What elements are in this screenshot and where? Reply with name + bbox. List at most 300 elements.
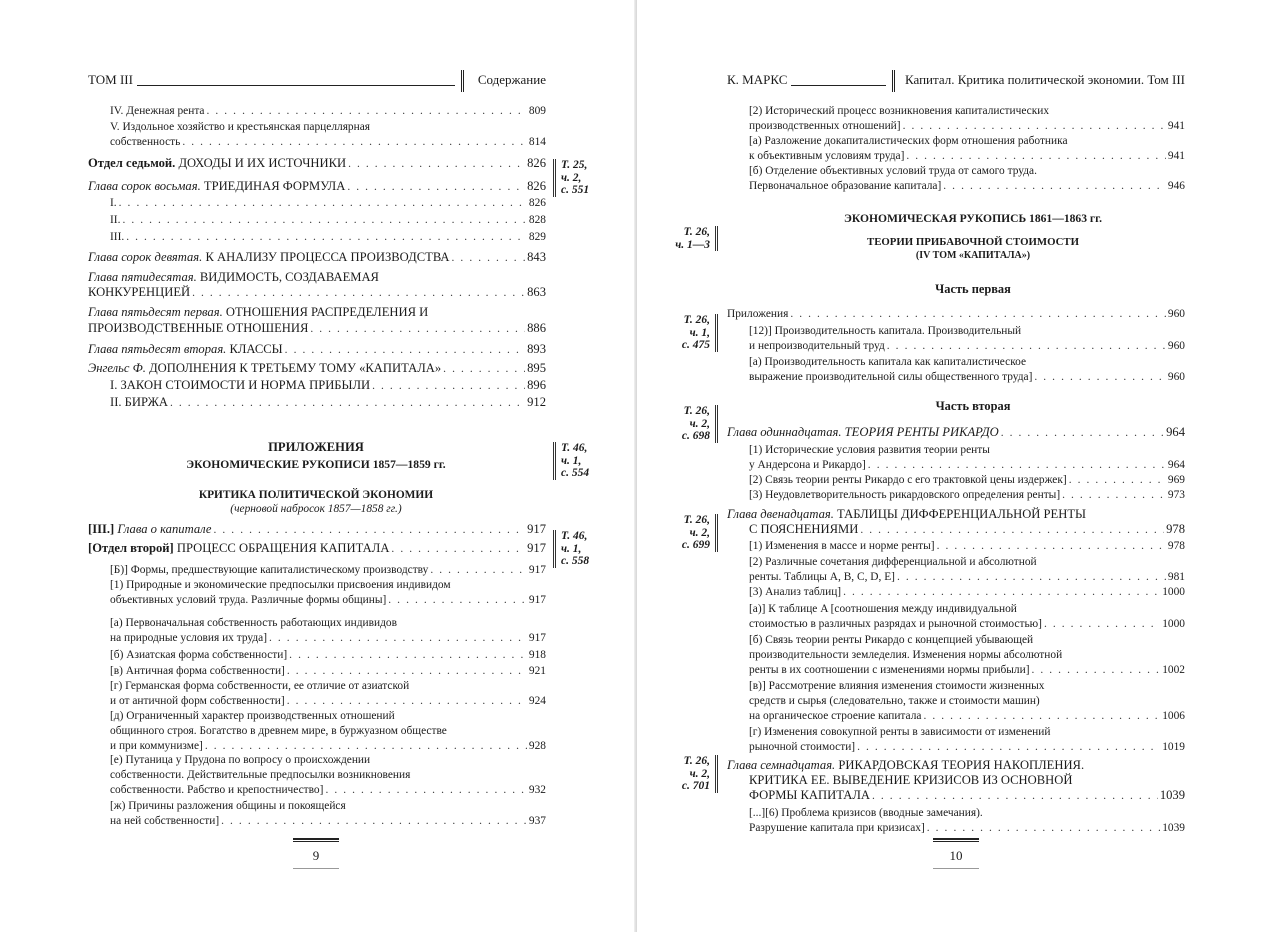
toc-entry-text: и при коммунизме]	[110, 740, 203, 752]
page-ref: 918	[528, 649, 546, 661]
toc-entry	[110, 739, 546, 754]
toc-entry-title	[749, 663, 1029, 678]
toc-entry-text: [3) Анализ таблиц]	[749, 586, 842, 598]
toc-entry-text: С ПОЯСНЕНИЯМИ	[749, 522, 859, 536]
toc-entry-text: Приложения	[727, 308, 789, 320]
toc-entry-title	[88, 285, 190, 300]
margin-ref-vol25: Т. 25, ч. 2, с. 551	[553, 159, 589, 197]
toc-entry-title	[110, 709, 395, 724]
leader-dots	[887, 339, 1166, 354]
page-ref: 928	[528, 740, 546, 752]
part-one-heading: Часть первая	[935, 282, 1011, 296]
theories-title: ТЕОРИИ ПРИБАВОЧНОЙ СТОИМОСТИ	[867, 236, 1079, 248]
leader-dots	[122, 213, 526, 228]
leader-dots	[287, 694, 527, 709]
toc-entry-title	[749, 134, 1068, 149]
toc-entry-text: к объективным условиям труда]	[749, 150, 905, 162]
leader-dots	[937, 539, 1166, 554]
toc-entry-title	[88, 305, 428, 320]
toc-entry-prefix: Глава пятьдесят вторая.	[88, 342, 227, 356]
toc-entry	[88, 250, 546, 266]
leader-dots	[372, 379, 525, 394]
toc-entry-title	[749, 104, 1049, 119]
leader-dots	[1031, 663, 1160, 678]
page-ref: 886	[527, 321, 546, 335]
section-label: Содержание	[477, 72, 546, 87]
toc-entry	[110, 783, 546, 798]
leader-dots	[790, 307, 1166, 322]
toc-entry	[749, 633, 1185, 648]
running-header-right	[727, 72, 1185, 88]
margin-ref-vol26-1-3: Т. 26, ч. 1—3	[675, 226, 718, 251]
toc-entry-text: рыночной стоимости]	[749, 741, 856, 753]
toc-entry-title	[110, 768, 410, 783]
toc-entry	[749, 709, 1185, 724]
toc-entry-text: [д) Ограниченный характер производственных отношений	[110, 710, 395, 722]
toc-entry-title	[749, 788, 870, 803]
toc-entry-title	[88, 522, 212, 537]
toc-entry-title	[749, 617, 1042, 632]
page-ref: 912	[527, 395, 546, 409]
toc-entry-text: у Андерсона и Рикардо]	[749, 459, 866, 471]
leader-dots	[348, 157, 525, 172]
toc-entry-title	[110, 664, 285, 679]
page-ref: 973	[1167, 489, 1185, 501]
toc-entry-title	[727, 307, 788, 322]
book-title-label: Капитал. Критика политической экономии. Том III	[904, 72, 1185, 87]
toc-entry	[727, 307, 1185, 322]
leader-dots	[860, 523, 1164, 538]
toc-entry	[110, 120, 546, 135]
toc-entry-text: [г) Изменения совокупной ренты в зависимости от изменений	[749, 726, 1051, 738]
toc-entry	[110, 631, 546, 646]
toc-entry-text: ТАБЛИЦЫ ДИФФЕРЕНЦИАЛЬНОЙ РЕНТЫ	[833, 507, 1087, 521]
toc-entry-text: [1) Исторические условия развития теории ренты	[749, 444, 990, 456]
toc-entry-prefix: [III.]	[88, 522, 115, 536]
toc-entry-title	[110, 578, 451, 593]
toc-entry	[749, 694, 1185, 709]
page-ref: 964	[1166, 425, 1185, 439]
toc-block-left-1	[88, 104, 546, 416]
leader-dots	[452, 251, 526, 266]
toc-entry-title	[749, 119, 901, 134]
part-two-heading: Часть вторая	[935, 399, 1011, 413]
page-ref: 924	[528, 695, 546, 707]
toc-entry	[749, 179, 1185, 194]
toc-entry-text: ВИДИМОСТЬ, СОЗДАВАЕМАЯ	[196, 270, 379, 284]
page-ref: 932	[528, 784, 546, 796]
toc-entry-text: [1) Изменения в массе и норме ренты]	[749, 540, 935, 552]
toc-entry-title	[110, 814, 219, 829]
toc-entry	[110, 593, 546, 608]
toc-entry	[110, 694, 546, 709]
margin-ref-vol26-701: Т. 26, ч. 2, с. 701	[682, 755, 718, 793]
toc-entry	[727, 758, 1185, 773]
leader-dots	[843, 585, 1160, 600]
toc-entry-title	[749, 179, 941, 194]
critique-title: КРИТИКА ПОЛИТИЧЕСКОЙ ЭКОНОМИИ	[198, 489, 434, 501]
toc-entry-text: РИКАРДОВСКАЯ ТЕОРИЯ НАКОПЛЕНИЯ.	[835, 758, 1085, 772]
leader-dots	[923, 709, 1160, 724]
toc-entry-text: II.	[110, 214, 121, 226]
toc-entry-text: ОТНОШЕНИЯ РАСПРЕДЕЛЕНИЯ И	[222, 305, 429, 319]
toc-entry	[749, 149, 1185, 164]
toc-entry-text: собственность	[110, 136, 181, 148]
toc-entry-text: [3) Неудовлетворительность рикардовского определения ренты]	[749, 489, 1061, 501]
toc-entry-text: на ней собственности]	[110, 815, 220, 827]
page-ref: 826	[527, 179, 546, 193]
theories-subtitle: (IV ТОМ «КАПИТАЛА»)	[915, 250, 1031, 261]
toc-entry-title	[110, 593, 386, 608]
toc-entry-text: II. БИРЖА	[110, 395, 168, 409]
toc-entry-title	[749, 633, 1033, 648]
appendix-subtitle: ЭКОНОМИЧЕСКИЕ РУКОПИСИ 1857—1859 гг.	[186, 458, 446, 471]
toc-entry	[110, 578, 546, 593]
leader-dots	[391, 542, 525, 557]
leader-dots	[192, 286, 525, 301]
appendix-title: ПРИЛОЖЕНИЯ	[268, 440, 364, 454]
left-page	[0, 0, 636, 932]
toc-entry-title	[749, 648, 1062, 663]
toc-entry	[749, 821, 1185, 836]
toc-entry-text: Разрушение капитала при кризисах]	[749, 822, 925, 834]
toc-entry	[727, 507, 1185, 522]
toc-entry-text: IV. Денежная рента	[110, 105, 205, 117]
toc-entry	[749, 570, 1185, 585]
leader-dots	[205, 739, 527, 754]
toc-entry-title	[88, 250, 450, 265]
toc-entry-title	[749, 570, 895, 585]
toc-entry-text: [1) Природные и экономические предпосылки присвоения индивидом	[110, 579, 451, 591]
toc-entry-title	[749, 473, 1067, 488]
toc-entry-text: объективных условий труда. Различные формы общины]	[110, 594, 387, 606]
toc-entry-title	[749, 773, 1072, 788]
toc-entry	[749, 324, 1185, 339]
toc-entry	[749, 585, 1185, 600]
toc-entry-text: [б) Связь теории ренты Рикардо с концепцией убывающей	[749, 634, 1034, 646]
toc-entry-title	[110, 120, 370, 135]
toc-entry	[110, 395, 546, 411]
toc-entry-title	[88, 541, 389, 556]
leader-dots	[221, 814, 527, 829]
toc-entry-prefix: Отдел седьмой.	[88, 156, 176, 170]
leader-dots	[182, 135, 527, 150]
page-ref: 960	[1167, 308, 1185, 320]
page-ref: 895	[527, 361, 546, 375]
toc-entry-title	[749, 339, 885, 354]
toc-entry	[88, 305, 546, 320]
toc-entry-text: [в)] Рассмотрение влияния изменения стоимости жизненных	[749, 680, 1045, 692]
toc-entry-text: [Б)] Формы, предшествующие капиталистическому производству	[110, 564, 429, 576]
toc-entry-title	[110, 135, 180, 150]
leader-dots	[1044, 617, 1160, 632]
leader-dots	[897, 570, 1166, 585]
toc-entry-title	[110, 395, 168, 410]
toc-entry-title	[727, 758, 1084, 773]
toc-entry-title	[110, 563, 428, 578]
toc-entry-title	[88, 270, 379, 285]
toc-entry-text: выражение производительной силы общественного труда]	[749, 371, 1033, 383]
toc-entry-text: [2) Исторический процесс возникновения капиталистических	[749, 105, 1050, 117]
toc-entry	[749, 458, 1185, 473]
toc-entry	[749, 134, 1185, 149]
page-ref: 981	[1167, 571, 1185, 583]
margin-ref-vol26-475: Т. 26, ч. 1, с. 475	[682, 314, 718, 352]
toc-entry	[110, 814, 546, 829]
page-ref: 893	[527, 342, 546, 356]
toc-entry-title	[88, 179, 345, 194]
toc-entry-text: I. ЗАКОН СТОИМОСТИ И НОРМА ПРИБЫЛИ	[110, 378, 371, 392]
page-ref: 1002	[1162, 664, 1185, 676]
toc-entry-title	[749, 149, 904, 164]
toc-entry-prefix: [Отдел второй]	[88, 541, 174, 555]
toc-entry-title	[749, 679, 1044, 694]
toc-entry-text: ПРОЦЕСС ОБРАЩЕНИЯ КАПИТАЛА	[173, 541, 390, 555]
toc-entry	[88, 156, 546, 172]
toc-entry-title	[749, 164, 1037, 179]
toc-entry	[110, 135, 546, 150]
leader-dots	[1001, 426, 1164, 441]
toc-block-right-2	[727, 307, 1185, 387]
toc-entry-title	[749, 585, 841, 600]
toc-entry	[749, 339, 1185, 354]
toc-entry-text: I.	[110, 197, 117, 209]
leader-dots	[388, 593, 527, 608]
leader-dots	[269, 631, 527, 646]
leader-dots	[857, 740, 1160, 755]
toc-entry-title	[110, 783, 323, 798]
toc-entry-title	[110, 799, 346, 814]
page-ref: 1039	[1162, 822, 1185, 834]
toc-entry	[749, 522, 1185, 538]
toc-entry-text: [б) Азиатская форма собственности]	[110, 649, 288, 661]
leader-dots	[1069, 473, 1166, 488]
toc-entry-text: ПРОИЗВОДСТВЕННЫЕ ОТНОШЕНИЯ	[88, 321, 309, 335]
page-ref: 937	[528, 815, 546, 827]
toc-entry-text: [а) Производительность капитала как капиталистическое	[749, 356, 1027, 368]
toc-entry-title	[749, 555, 1037, 570]
toc-entry-title	[749, 458, 866, 473]
toc-entry	[749, 648, 1185, 663]
toc-entry	[749, 725, 1185, 740]
leader-dots	[1062, 488, 1166, 503]
toc-entry-text: ДОХОДЫ И ИХ ИСТОЧНИКИ	[175, 156, 347, 170]
toc-block-left-2	[88, 522, 546, 827]
toc-entry	[110, 230, 546, 245]
toc-entry	[749, 104, 1185, 119]
page-number-left: 9	[293, 838, 339, 869]
toc-entry-title	[749, 443, 990, 458]
toc-entry-title	[110, 104, 205, 119]
toc-entry	[749, 806, 1185, 821]
page-ref: 917	[528, 564, 546, 576]
toc-entry-title	[727, 507, 1086, 522]
toc-entry-prefix: Глава семнадцатая.	[727, 758, 836, 772]
toc-entry-prefix: Глава двенадцатая.	[727, 507, 834, 521]
page-ref: 978	[1166, 522, 1185, 536]
toc-entry	[88, 361, 546, 377]
toc-entry-text: производительности земледелия. Изменения нормы абсолютной	[749, 649, 1063, 661]
toc-entry-text: средств и сырья (следовательно, также и стоимости машин)	[749, 695, 1040, 707]
toc-entry-title	[110, 378, 370, 393]
page-ref: 917	[527, 541, 546, 555]
toc-entry-text: стоимостью в различных разрядах и рыночной стоимостью]	[749, 618, 1042, 630]
toc-entry-text: производственных отношений]	[749, 120, 901, 132]
toc-entry-text: общинного строя. Богатство в древнем мире, в буржуазном обществе	[110, 725, 447, 737]
toc-entry	[110, 378, 546, 394]
toc-entry	[749, 788, 1185, 804]
toc-entry-text: Глава о капитале	[114, 522, 212, 536]
toc-entry-title	[88, 156, 346, 171]
toc-entry-title	[749, 725, 1050, 740]
toc-entry-text: собственности. Рабство и крепостничество]	[110, 784, 324, 796]
toc-entry-title	[749, 324, 1021, 339]
toc-entry-text: КЛАССЫ	[226, 342, 283, 356]
toc-entry	[749, 539, 1185, 554]
toc-entry	[88, 285, 546, 301]
toc-entry	[749, 617, 1185, 632]
leader-dots	[287, 664, 527, 679]
toc-entry-prefix: Глава пятьдесят первая.	[88, 305, 223, 319]
toc-entry-text: собственности. Действительные предпосылки возникновения	[110, 769, 411, 781]
leader-dots	[214, 523, 526, 538]
leader-dots	[170, 396, 525, 411]
toc-entry-title	[749, 709, 921, 724]
margin-ref-vol46-554: Т. 46, ч. 1, с. 554	[553, 442, 589, 480]
toc-entry-text: ренты в их соотношении с изменениями нормы прибыли]	[749, 664, 1030, 676]
page-ref: 1039	[1159, 788, 1185, 802]
toc-entry-text: [...][6) Проблема кризисов (вводные замечания).	[749, 807, 983, 819]
author-label: К. МАРКС	[727, 72, 788, 87]
leader-dots	[868, 458, 1166, 473]
page-ref: 828	[528, 214, 546, 226]
margin-ref-vol46-558: Т. 46, ч. 1, с. 558	[553, 530, 589, 568]
toc-entry-prefix: Энгельс Ф.	[88, 361, 146, 375]
toc-entry-title	[749, 694, 1040, 709]
toc-entry-text: ФОРМЫ КАПИТАЛА	[749, 788, 871, 802]
toc-entry-title	[88, 342, 283, 357]
page-ref: 826	[527, 156, 546, 170]
leader-dots	[325, 783, 526, 798]
toc-entry	[749, 602, 1185, 617]
toc-entry	[110, 724, 546, 739]
page-ref: 941	[1167, 120, 1185, 132]
toc-block-right-1	[749, 104, 1185, 200]
leader-dots	[906, 149, 1166, 164]
toc-entry-title	[88, 321, 308, 336]
toc-entry	[749, 370, 1185, 385]
toc-entry	[88, 179, 546, 195]
toc-entry	[88, 270, 546, 285]
toc-entry-title	[110, 694, 285, 709]
toc-entry	[110, 648, 546, 663]
toc-entry-text: и непроизводительный труд	[749, 340, 885, 352]
page-ref: 960	[1167, 371, 1185, 383]
margin-ref-vol26-698: Т. 26, ч. 2, с. 698	[682, 405, 718, 443]
toc-entry-prefix: Глава одиннадцатая.	[727, 425, 842, 439]
toc-entry-text: [е) Путаница у Прудона по вопросу о происхождении	[110, 754, 371, 766]
toc-entry	[110, 799, 546, 814]
toc-entry-prefix: Глава сорок девятая.	[88, 250, 203, 264]
page-ref: 1000	[1162, 586, 1185, 598]
toc-entry-title	[110, 753, 370, 768]
page-ref: 1019	[1162, 741, 1185, 753]
toc-entry-title	[749, 602, 1017, 617]
page-ref: 814	[528, 136, 546, 148]
page-ref: 964	[1167, 459, 1185, 471]
toc-entry-title	[749, 806, 983, 821]
page-ref: 969	[1167, 474, 1185, 486]
toc-entry	[110, 768, 546, 783]
toc-entry	[110, 709, 546, 724]
toc-entry	[110, 753, 546, 768]
toc-entry-text: [а) Разложение докапиталистических форм отношения работника	[749, 135, 1068, 147]
toc-entry	[88, 522, 546, 538]
toc-entry	[727, 425, 1185, 441]
page-ref: 960	[1167, 340, 1185, 352]
toc-entry-title	[110, 739, 203, 754]
page-ref: 921	[528, 665, 546, 677]
toc-entry-text: ДОПОЛНЕНИЯ К ТРЕТЬЕМУ ТОМУ «КАПИТАЛА»	[145, 361, 442, 375]
toc-entry	[110, 104, 546, 119]
toc-entry-text: на органическое строение капитала	[749, 710, 922, 722]
toc-entry-title	[749, 488, 1060, 503]
page-ref: 1000	[1162, 618, 1185, 630]
page-ref: 917	[528, 594, 546, 606]
toc-entry-text: [12)] Производительность капитала. Производительный	[749, 325, 1022, 337]
toc-entry	[749, 488, 1185, 503]
margin-ref-vol26-699: Т. 26, ч. 2, с. 699	[682, 514, 718, 552]
toc-entry-title	[88, 361, 441, 376]
leader-dots	[927, 821, 1160, 836]
page-ref: 917	[528, 632, 546, 644]
page-ref: 1006	[1162, 710, 1185, 722]
toc-entry-text: [ж) Причины разложения общины и покоящейся	[110, 800, 346, 812]
toc-entry-title	[110, 616, 397, 631]
leader-dots	[1034, 370, 1166, 385]
toc-block-right-3	[727, 425, 1185, 834]
toc-entry-prefix: Глава пятидесятая.	[88, 270, 197, 284]
leader-dots	[430, 563, 527, 578]
toc-entry-title	[749, 522, 858, 537]
toc-entry-title	[110, 230, 124, 245]
toc-entry-title	[727, 425, 999, 440]
page-ref: 917	[527, 522, 546, 536]
toc-entry-title	[110, 724, 447, 739]
toc-entry	[88, 321, 546, 337]
toc-entry-title	[110, 631, 267, 646]
toc-entry	[749, 663, 1185, 678]
leader-dots	[443, 362, 525, 377]
toc-entry	[749, 355, 1185, 370]
toc-entry-title	[110, 679, 409, 694]
page-ref: 978	[1167, 540, 1185, 552]
page-ref: 896	[527, 378, 546, 392]
toc-entry-title	[749, 740, 855, 755]
toc-entry-text: [a)] К таблице A [соотношения между индивидуальной	[749, 603, 1017, 615]
leader-dots	[310, 322, 525, 337]
toc-entry-text: Первоначальное образование капитала]	[749, 180, 942, 192]
page-ref: 843	[527, 250, 546, 264]
toc-entry-text: [2) Связь теории ренты Рикардо с его трактовкой цены издержек]	[749, 474, 1067, 486]
leader-dots	[119, 196, 527, 211]
toc-entry	[110, 679, 546, 694]
manuscript-title: ЭКОНОМИЧЕСКАЯ РУКОПИСЬ 1861—1863 гг.	[843, 212, 1103, 225]
toc-entry-prefix: Глава сорок восьмая.	[88, 179, 201, 193]
toc-entry-text: ТРИЕДИНАЯ ФОРМУЛА	[200, 179, 346, 193]
toc-entry-text: КРИТИКА ЕЕ. ВЫВЕДЕНИЕ КРИЗИСОВ ИЗ ОСНОВНОЙ	[749, 773, 1073, 787]
toc-entry-text: [г) Германская форма собственности, ее отличие от азиатской	[110, 680, 410, 692]
